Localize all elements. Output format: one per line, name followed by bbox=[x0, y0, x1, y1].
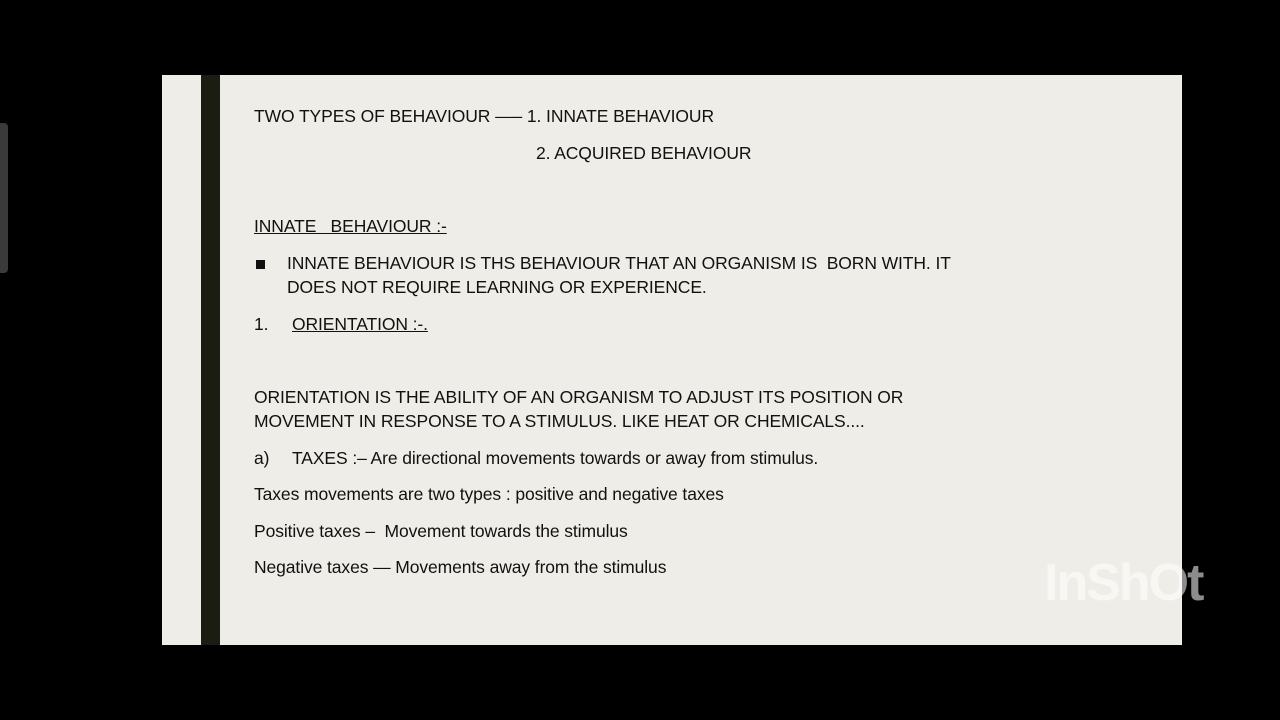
sub-list-marker: a) bbox=[254, 448, 270, 468]
sub-list-text: TAXES :– Are directional movements towards or away from stimulus. bbox=[292, 448, 819, 468]
bullet-text-line-2: DOES NOT REQUIRE LEARNING OR EXPERIENCE. bbox=[287, 277, 707, 297]
heading-line-1: TWO TYPES OF BEHAVIOUR —– 1. INNATE BEHAVIOUR bbox=[254, 106, 714, 126]
taxes-types-text: Taxes movements are two types : positive and negative taxes bbox=[254, 484, 724, 504]
heading-line-2: 2. ACQUIRED BEHAVIOUR bbox=[536, 143, 752, 163]
definition-line-1: ORIENTATION IS THE ABILITY OF AN ORGANISM TO ADJUST ITS POSITION OR bbox=[254, 387, 904, 407]
negative-taxes-text: Negative taxes — Movements away from the stimulus bbox=[254, 557, 667, 577]
square-bullet-icon bbox=[256, 260, 265, 269]
list-label: ORIENTATION :-. bbox=[292, 314, 428, 334]
section-title: INNATE BEHAVIOUR :- bbox=[254, 216, 447, 236]
slide-accent-bar bbox=[201, 75, 220, 645]
positive-taxes-text: Positive taxes – Movement towards the stimulus bbox=[254, 521, 628, 541]
bullet-text-line-1: INNATE BEHAVIOUR IS THS BEHAVIOUR THAT AN ORGANISM IS BORN WITH. IT bbox=[287, 253, 951, 273]
definition-line-2: MOVEMENT IN RESPONSE TO A STIMULUS. LIKE HEAT OR CHEMICALS.... bbox=[254, 411, 865, 431]
inshot-watermark: InShOt bbox=[1044, 554, 1203, 612]
side-panel-handle[interactable] bbox=[0, 123, 8, 273]
presentation-slide bbox=[162, 75, 1182, 645]
list-number: 1. bbox=[254, 314, 269, 334]
